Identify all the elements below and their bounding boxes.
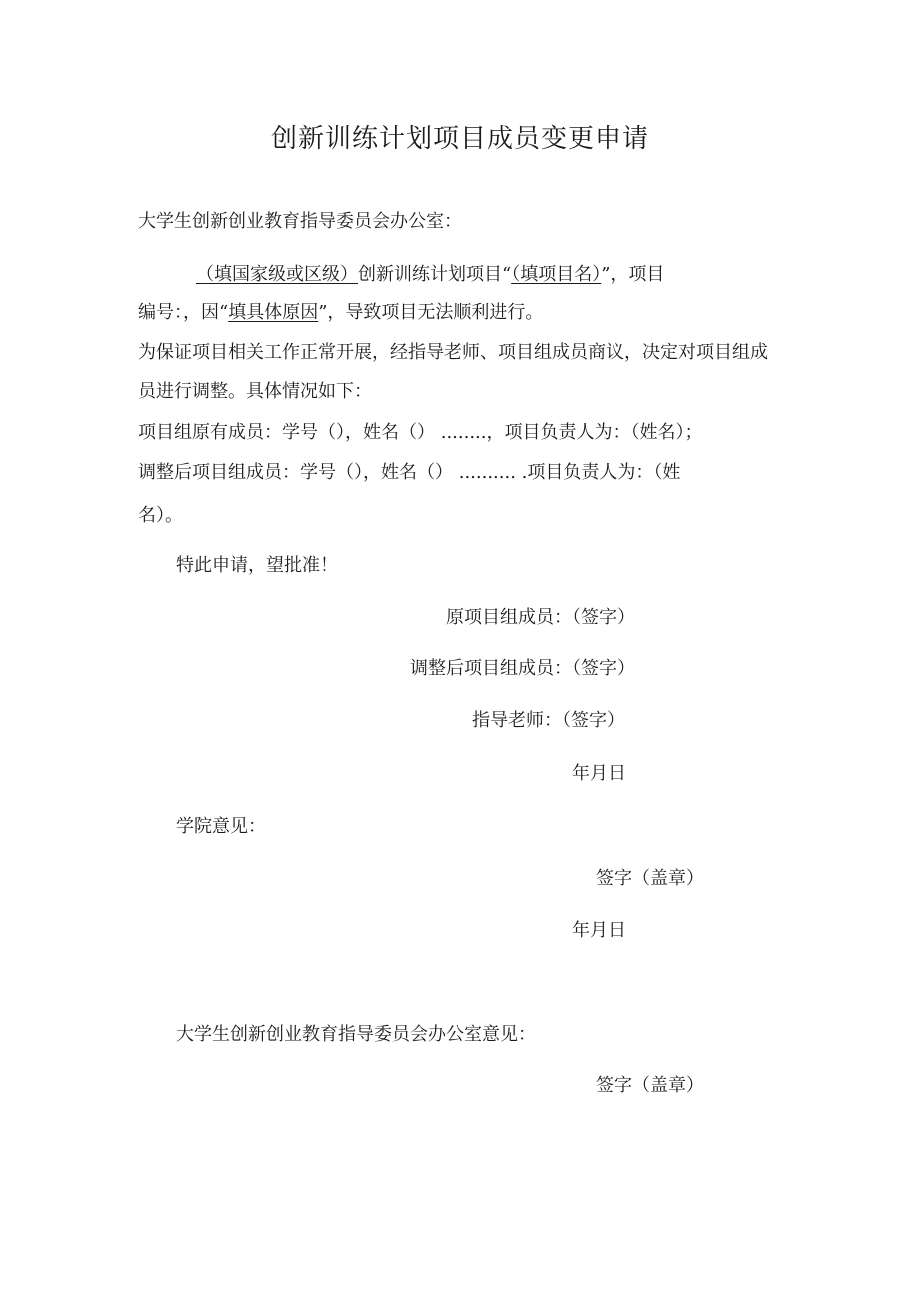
paragraph-1-text-b: ”，项目 xyxy=(601,264,665,285)
reason-placeholder: 填具体原因 xyxy=(228,302,319,323)
college-date: 年月日 xyxy=(572,920,626,941)
project-name-placeholder: （填项目名） xyxy=(511,264,602,285)
level-placeholder: （填国家级或区级） xyxy=(196,264,358,285)
salutation: 大学生创新创业教育指导委员会办公室： xyxy=(138,211,462,232)
paragraph-1-line-2 xyxy=(138,304,543,322)
closing-request: 特此申请，望批准！ xyxy=(176,555,338,576)
paragraph-1-line-1 xyxy=(196,266,664,284)
adjusted-members-line-1: 调整后项目组成员：学号（），姓名（） .......... .项目负责人为：（姓 xyxy=(138,462,681,483)
college-sign-seal: 签字（盖章） xyxy=(596,868,704,889)
page-title: 创新训练计划项目成员变更申请 xyxy=(270,124,649,154)
original-members-line: 项目组原有成员：学号（），姓名（） ........，项目负责人为：（姓名）； xyxy=(138,422,703,443)
paragraph-1-line-2-a: 编号：，因“ xyxy=(138,302,229,323)
adjusted-members-line-2: 名）。 xyxy=(138,505,183,526)
signature-date: 年月日 xyxy=(572,763,626,784)
advisor-signature: 指导老师：（签字） xyxy=(472,710,625,731)
college-opinion-label: 学院意见： xyxy=(176,816,266,837)
original-members-signature: 原项目组成员：（签字） xyxy=(446,607,635,628)
paragraph-1-text-a: 创新训练计划项目“ xyxy=(358,264,512,285)
paragraph-2-line-1: 为保证项目相关工作正常开展，经指导老师、项目组成员商议，决定对项目组成 xyxy=(138,342,768,363)
office-sign-seal: 签字（盖章） xyxy=(596,1075,704,1096)
adjusted-members-signature: 调整后项目组成员：（签字） xyxy=(410,658,635,679)
office-opinion-label: 大学生创新创业教育指导委员会办公室意见： xyxy=(176,1024,536,1045)
paragraph-2-line-2: 员进行调整。具体情况如下： xyxy=(138,381,372,402)
paragraph-1-line-2-b: ”，导致项目无法顺利进行。 xyxy=(318,302,544,323)
